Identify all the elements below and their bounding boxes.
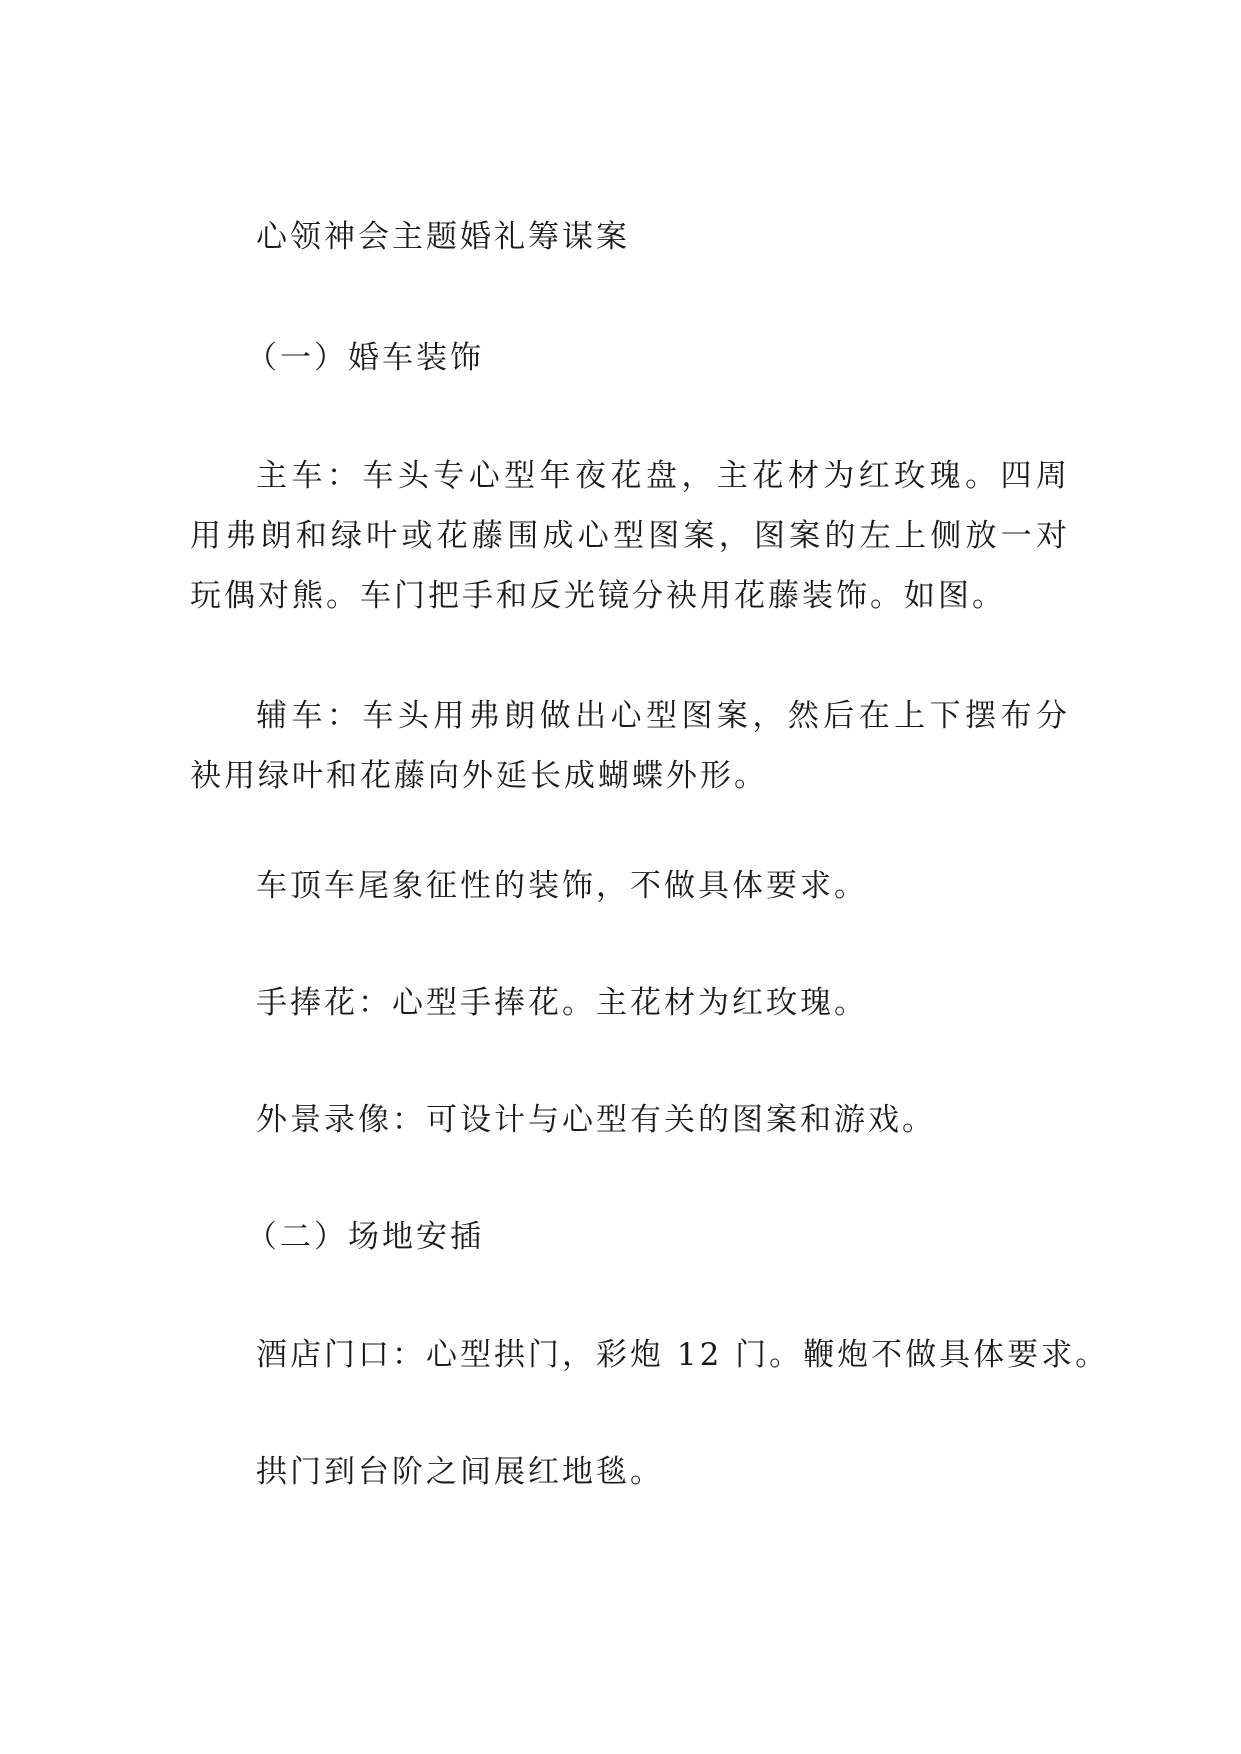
document-title: 心领神会主题婚礼筹谋案 bbox=[256, 219, 630, 255]
section-heading-venue-setup: （二）场地安插 bbox=[246, 1219, 484, 1255]
paragraph-auxiliary-car: 辅车：车头用弗朗做出心型图案，然后在上下摆布分袂用绿叶和花藤向外延长成蝴蝶外形。 bbox=[190, 698, 1070, 794]
section-heading-car-decoration: （一）婚车装饰 bbox=[246, 340, 484, 376]
paragraph-roof-tail: 车顶车尾象征性的装饰，不做具体要求。 bbox=[256, 868, 868, 904]
paragraph-outdoor-video: 外景录像：可设计与心型有关的图案和游戏。 bbox=[256, 1102, 936, 1138]
paragraph-main-car: 主车：车头专心型年夜花盘，主花材为红玫瑰。四周用弗朗和绿叶或花藤围成心型图案，图案的左上侧放一对玩偶对熊。车门把手和反光镜分袂用花藤装饰。如图。 bbox=[190, 458, 1070, 614]
paragraph-red-carpet: 拱门到台阶之间展红地毯。 bbox=[256, 1454, 664, 1490]
paragraph-bouquet: 手捧花：心型手捧花。主花材为红玫瑰。 bbox=[256, 985, 868, 1021]
paragraph-hotel-entrance: 酒店门口：心型拱门，彩炮 12 门。鞭炮不做具体要求。 bbox=[256, 1337, 1110, 1373]
